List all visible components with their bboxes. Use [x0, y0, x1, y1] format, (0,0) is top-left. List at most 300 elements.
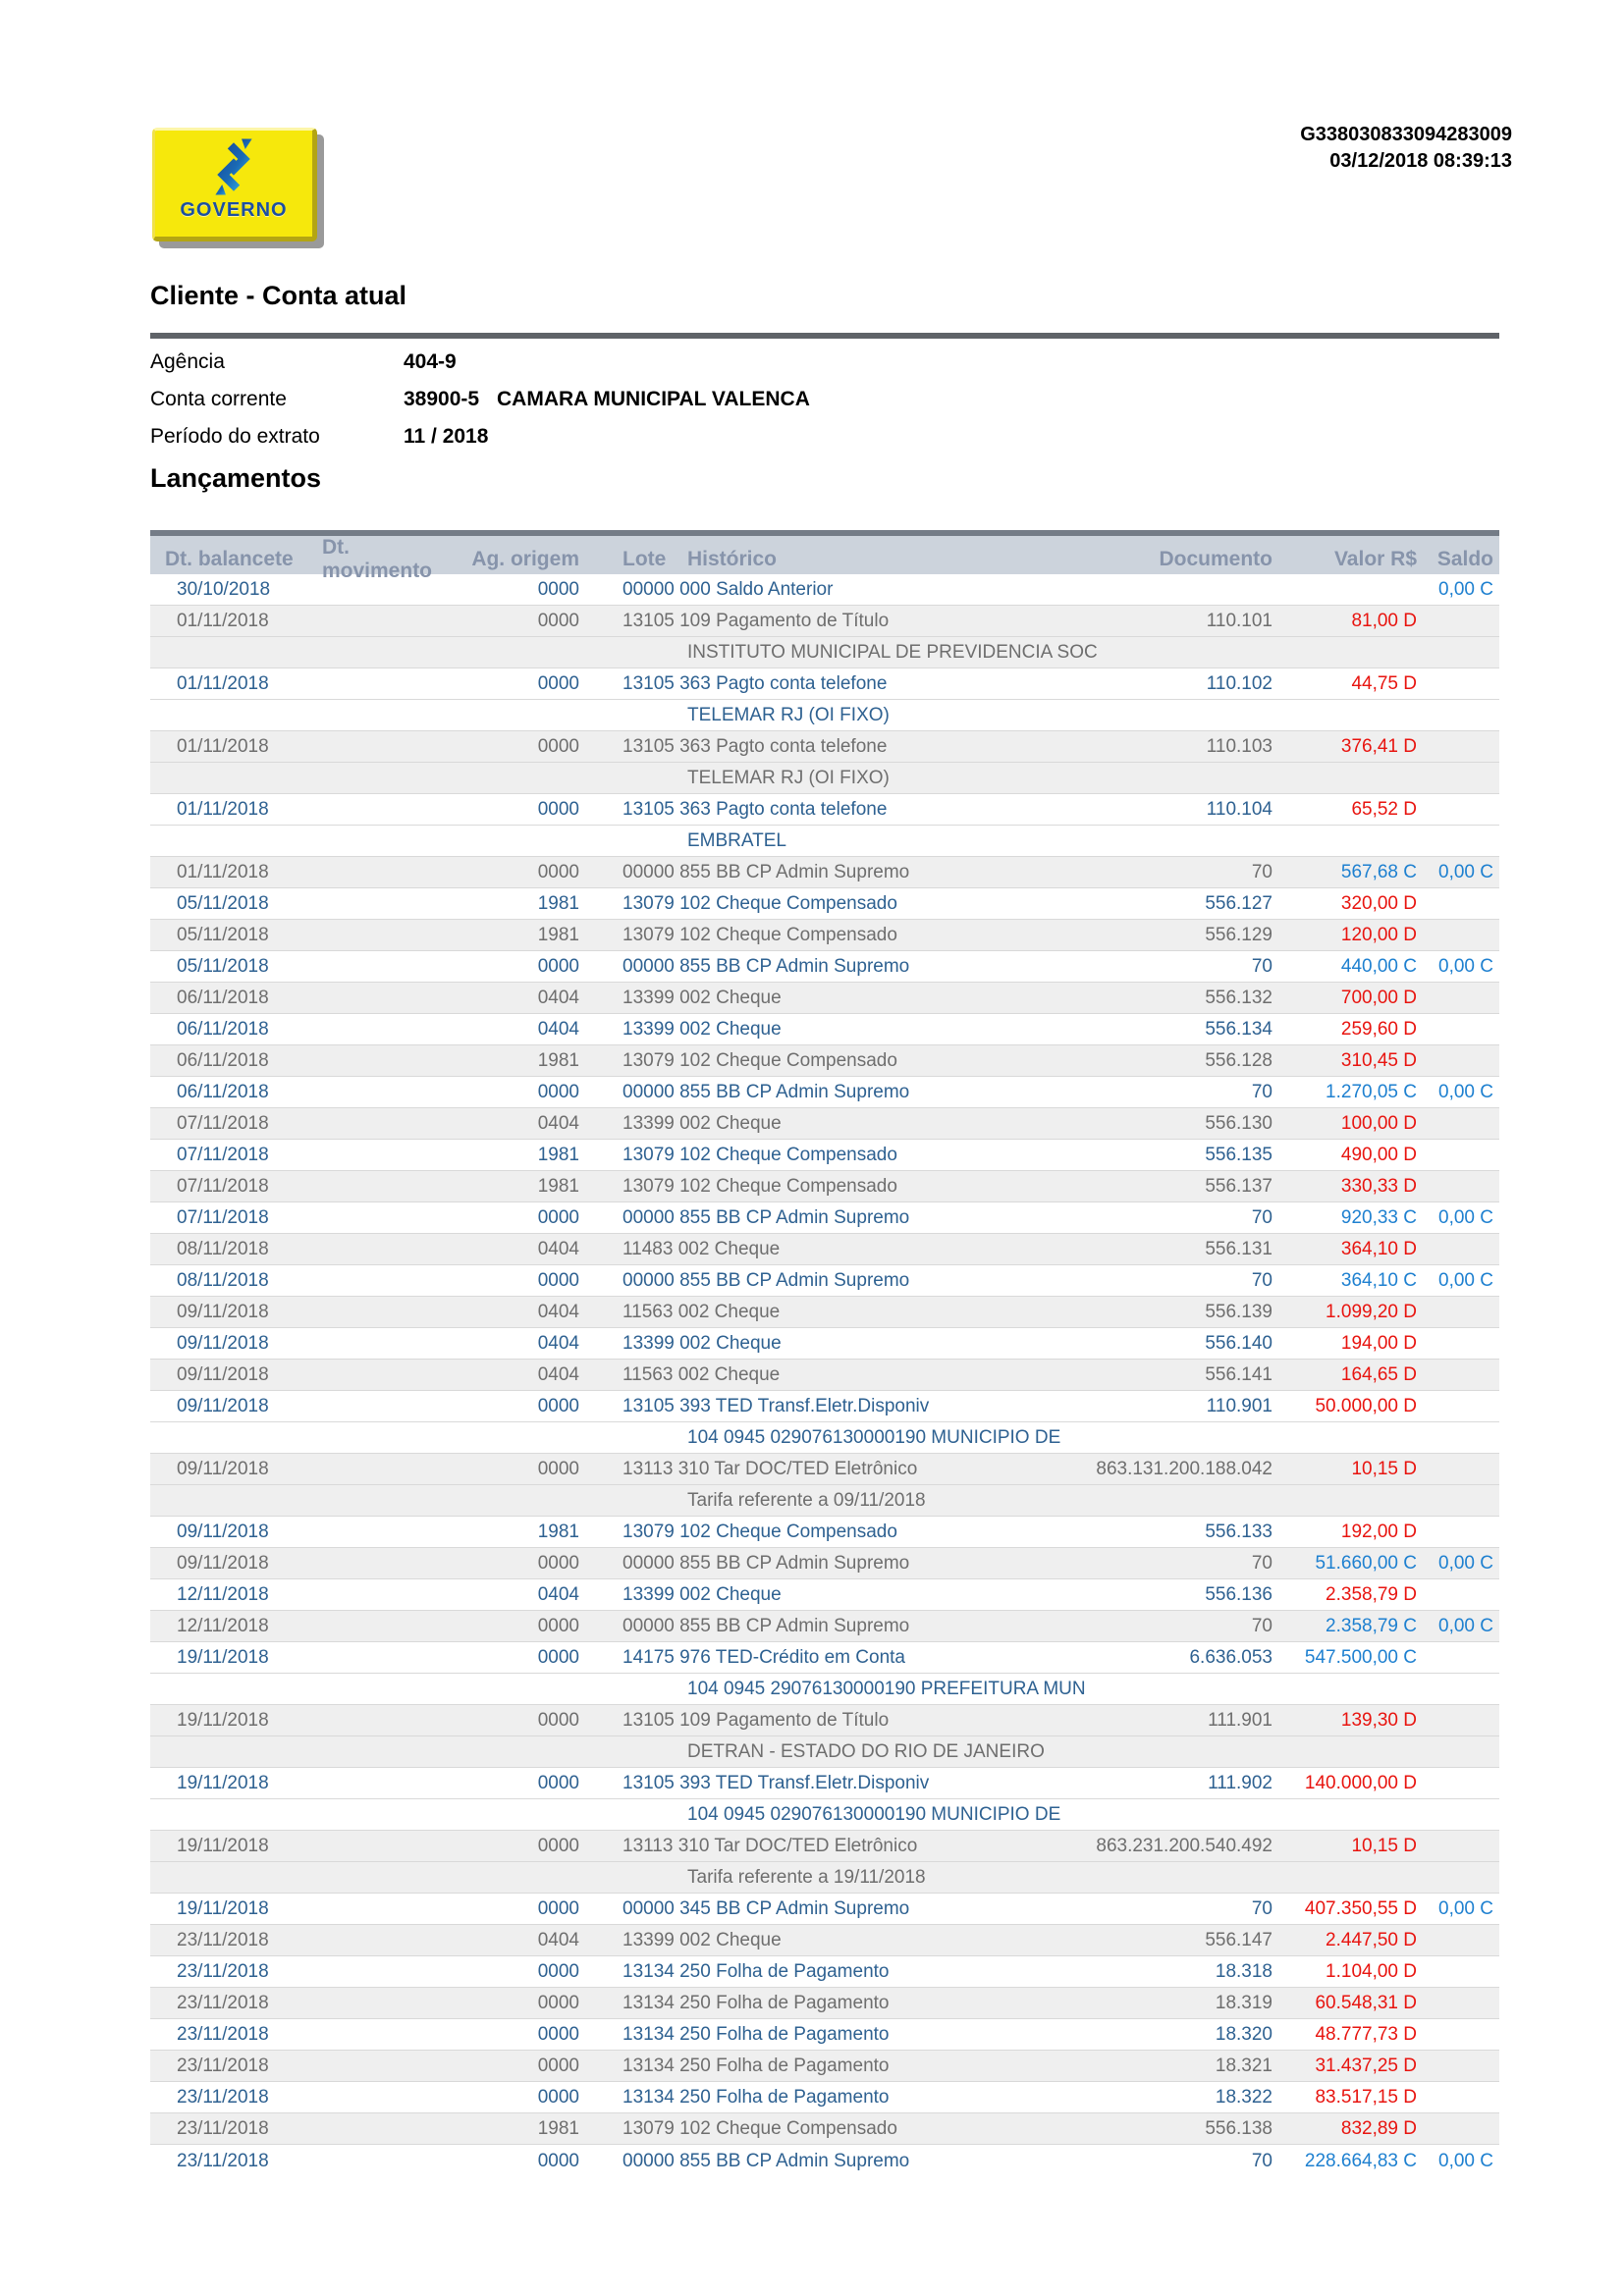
- cell-historico: 13079 102 Cheque Compensado: [623, 925, 897, 945]
- cell-ag-origem: 0000: [537, 956, 579, 977]
- cell-valor: 547.500,00 C: [1304, 1647, 1417, 1668]
- cell-ag-origem: 0404: [537, 1333, 579, 1354]
- bb-brand-icon: [201, 136, 266, 197]
- cell-date: 09/11/2018: [177, 1553, 269, 1574]
- banco-do-brasil-logo: [152, 128, 317, 241]
- cell-historico: 00000 345 BB CP Admin Supremo: [623, 1898, 910, 1919]
- cell-date: 01/11/2018: [177, 736, 269, 757]
- cell-documento: 556.132: [1205, 988, 1272, 1008]
- table-row-continuation: [150, 1674, 1499, 1705]
- cell-ag-origem: 1981: [537, 1176, 579, 1197]
- cell-continuation: Tarifa referente a 09/11/2018: [687, 1490, 926, 1511]
- cell-valor: 700,00 D: [1340, 988, 1417, 1008]
- table-row: [150, 1579, 1499, 1611]
- cell-date: 08/11/2018: [177, 1239, 269, 1259]
- cell-historico: 14175 976 TED-Crédito em Conta: [623, 1647, 905, 1668]
- cell-documento: 70: [1251, 1898, 1272, 1919]
- cell-documento: 556.130: [1205, 1113, 1272, 1134]
- cell-ag-origem: 0000: [537, 1773, 579, 1793]
- cell-valor: 376,41 D: [1340, 736, 1417, 757]
- cell-valor: 48.777,73 D: [1315, 2024, 1417, 2045]
- cell-ag-origem: 0000: [537, 736, 579, 757]
- cell-continuation: EMBRATEL: [687, 830, 787, 851]
- cell-documento: 110.101: [1206, 611, 1272, 631]
- cell-ag-origem: 0000: [537, 1898, 579, 1919]
- cell-date: 23/11/2018: [177, 2118, 269, 2139]
- cell-historico: 11563 002 Cheque: [623, 1302, 781, 1322]
- table-row: [150, 1077, 1499, 1108]
- account-row-conta: [150, 381, 810, 418]
- cell-continuation: Tarifa referente a 19/11/2018: [687, 1867, 926, 1888]
- cell-historico: 00000 855 BB CP Admin Supremo: [623, 2150, 910, 2171]
- cell-ag-origem: 1981: [537, 925, 579, 945]
- cell-ag-origem: 0000: [537, 673, 579, 694]
- cell-documento: 110.103: [1206, 736, 1272, 757]
- account-row-periodo: [150, 418, 810, 455]
- cell-ag-origem: 0000: [537, 862, 579, 882]
- cell-continuation: DETRAN - ESTADO DO RIO DE JANEIRO: [687, 1741, 1045, 1762]
- cell-date: 12/11/2018: [177, 1616, 269, 1636]
- cell-date: 09/11/2018: [177, 1396, 269, 1416]
- table-row: [150, 1548, 1499, 1579]
- cell-documento: 18.319: [1215, 1993, 1272, 2013]
- cell-valor: 164,65 D: [1340, 1364, 1417, 1385]
- cell-date: 23/11/2018: [177, 2024, 269, 2045]
- cell-historico: 13113 310 Tar DOC/TED Eletrônico: [623, 1459, 918, 1479]
- cell-documento: 556.133: [1205, 1522, 1272, 1542]
- print-code-block: [1300, 122, 1512, 175]
- cell-historico: 00000 855 BB CP Admin Supremo: [623, 1616, 910, 1636]
- cell-saldo: 0,00 C: [1438, 579, 1493, 600]
- cell-valor: 192,00 D: [1340, 1522, 1417, 1542]
- cell-date: 19/11/2018: [177, 1773, 269, 1793]
- cell-date: 05/11/2018: [177, 956, 269, 977]
- cell-historico: 13399 002 Cheque: [623, 1019, 782, 1040]
- table-row: [150, 1831, 1499, 1862]
- cell-ag-origem: 0404: [537, 988, 579, 1008]
- cell-ag-origem: 0404: [537, 1302, 579, 1322]
- cell-historico: 00000 000 Saldo Anterior: [623, 579, 834, 600]
- cell-documento: 863.231.200.540.492: [1096, 1836, 1272, 1856]
- cell-historico: 13113 310 Tar DOC/TED Eletrônico: [623, 1836, 918, 1856]
- cell-valor: 10,15 D: [1351, 1459, 1417, 1479]
- cell-valor: 259,60 D: [1340, 1019, 1417, 1040]
- table-row: [150, 1171, 1499, 1202]
- cell-ag-origem: 0404: [537, 1584, 579, 1605]
- cell-historico: 13105 363 Pagto conta telefone: [623, 736, 888, 757]
- cell-date: 09/11/2018: [177, 1333, 269, 1354]
- cell-historico: 00000 855 BB CP Admin Supremo: [623, 1553, 910, 1574]
- cell-ag-origem: 0000: [537, 611, 579, 631]
- account-info: [150, 344, 810, 455]
- cell-historico: 00000 855 BB CP Admin Supremo: [623, 956, 910, 977]
- table-row: [150, 1642, 1499, 1674]
- cell-date: 05/11/2018: [177, 925, 269, 945]
- cell-documento: 556.129: [1205, 925, 1272, 945]
- cell-continuation: INSTITUTO MUNICIPAL DE PREVIDENCIA SOC: [687, 642, 1098, 663]
- header-dt-balancete: Dt. balancete: [165, 548, 294, 570]
- cell-historico: 00000 855 BB CP Admin Supremo: [623, 862, 910, 882]
- cell-date: 01/11/2018: [177, 611, 269, 631]
- table-row-continuation: [150, 1799, 1499, 1831]
- cell-documento: 18.321: [1215, 2056, 1272, 2076]
- table-row: [150, 668, 1499, 700]
- cell-historico: 13399 002 Cheque: [623, 1333, 782, 1354]
- cell-date: 23/11/2018: [177, 2150, 269, 2171]
- cell-documento: 18.318: [1215, 1961, 1272, 1982]
- cell-ag-origem: 1981: [537, 1050, 579, 1071]
- cell-date: 23/11/2018: [177, 2087, 269, 2108]
- cell-historico: 13134 250 Folha de Pagamento: [623, 1993, 890, 2013]
- cell-ag-origem: 0404: [537, 1364, 579, 1385]
- header-ag-origem: Ag. origem: [471, 548, 579, 570]
- cell-documento: 6.636.053: [1189, 1647, 1272, 1668]
- cell-saldo: 0,00 C: [1438, 1616, 1493, 1636]
- table-row-continuation: [150, 1485, 1499, 1517]
- cell-valor: 2.447,50 D: [1326, 1930, 1417, 1950]
- lancamentos-title: Lançamentos: [150, 463, 322, 493]
- cell-continuation: TELEMAR RJ (OI FIXO): [687, 705, 890, 725]
- cell-historico: 00000 855 BB CP Admin Supremo: [623, 1082, 910, 1102]
- cell-historico: 00000 855 BB CP Admin Supremo: [623, 1270, 910, 1291]
- table-row: [150, 606, 1499, 637]
- cell-historico: 13134 250 Folha de Pagamento: [623, 2087, 890, 2108]
- cell-historico: 11483 002 Cheque: [623, 1239, 781, 1259]
- cell-historico: 13399 002 Cheque: [623, 1930, 782, 1950]
- header-valor: Valor R$: [1333, 548, 1417, 570]
- cell-documento: 556.134: [1205, 1019, 1272, 1040]
- table-row: [150, 857, 1499, 888]
- cell-ag-origem: 0000: [537, 1836, 579, 1856]
- cell-valor: 120,00 D: [1340, 925, 1417, 945]
- table-row: [150, 1705, 1499, 1736]
- cell-valor: 228.664,83 C: [1304, 2150, 1417, 2171]
- table-row: [150, 1611, 1499, 1642]
- cell-date: 23/11/2018: [177, 1930, 269, 1950]
- cell-date: 06/11/2018: [177, 988, 269, 1008]
- table-row: [150, 1328, 1499, 1360]
- cell-date: 06/11/2018: [177, 1050, 269, 1071]
- header-lote-historico: [579, 548, 1047, 571]
- cell-date: 07/11/2018: [177, 1176, 269, 1197]
- cell-documento: 556.136: [1205, 1584, 1272, 1605]
- table-row: [150, 1014, 1499, 1045]
- table-header: [150, 536, 1499, 582]
- table-row: [150, 1988, 1499, 2019]
- cell-documento: 70: [1251, 1207, 1272, 1228]
- cell-ag-origem: 0000: [537, 1993, 579, 2013]
- cell-valor: 10,15 D: [1351, 1836, 1417, 1856]
- cell-ag-origem: 0404: [537, 1113, 579, 1134]
- document-code: G338030833094283009: [1300, 124, 1512, 145]
- periodo-value: 11 / 2018: [404, 425, 489, 448]
- cell-valor: 65,52 D: [1351, 799, 1417, 820]
- cell-ag-origem: 0000: [537, 799, 579, 820]
- cell-ag-origem: 1981: [537, 2118, 579, 2139]
- cell-saldo: 0,00 C: [1438, 862, 1493, 882]
- cell-date: 08/11/2018: [177, 1270, 269, 1291]
- table-row: [150, 731, 1499, 763]
- cell-ag-origem: 0000: [537, 2024, 579, 2045]
- cell-saldo: 0,00 C: [1438, 1082, 1493, 1102]
- cell-date: 23/11/2018: [177, 1993, 269, 2013]
- cell-documento: 863.131.200.188.042: [1096, 1459, 1272, 1479]
- cell-ag-origem: 0000: [537, 1459, 579, 1479]
- cell-valor: 567,68 C: [1340, 862, 1417, 882]
- cell-ag-origem: 0000: [537, 2056, 579, 2076]
- table-row: [150, 1925, 1499, 1956]
- cell-ag-origem: 0000: [537, 1647, 579, 1668]
- cell-historico: 13105 109 Pagamento de Título: [623, 1710, 890, 1731]
- cell-documento: 70: [1251, 1553, 1272, 1574]
- table-row: [150, 1202, 1499, 1234]
- conta-value: 38900-5: [404, 388, 480, 410]
- cell-valor: 81,00 D: [1351, 611, 1417, 631]
- title-divider: [150, 333, 1499, 339]
- cell-valor: 440,00 C: [1340, 956, 1417, 977]
- table-row: [150, 920, 1499, 951]
- cell-documento: 70: [1251, 1270, 1272, 1291]
- cell-ag-origem: 1981: [537, 1145, 579, 1165]
- cell-valor: 139,30 D: [1340, 1710, 1417, 1731]
- cell-valor: 2.358,79 D: [1326, 1584, 1417, 1605]
- cell-date: 12/11/2018: [177, 1584, 269, 1605]
- header-lote: Lote: [623, 548, 667, 570]
- account-row-agencia: [150, 344, 810, 381]
- cell-date: 09/11/2018: [177, 1302, 269, 1322]
- cell-date: 07/11/2018: [177, 1207, 269, 1228]
- agencia-value: 404-9: [404, 350, 457, 373]
- print-timestamp: 03/12/2018 08:39:13: [1329, 150, 1512, 172]
- cell-ag-origem: 0000: [537, 1396, 579, 1416]
- agencia-label: Agência: [150, 350, 225, 373]
- cell-documento: 556.137: [1205, 1176, 1272, 1197]
- cell-documento: 70: [1251, 2150, 1272, 2171]
- cell-date: 06/11/2018: [177, 1082, 269, 1102]
- cell-valor: 364,10 D: [1340, 1239, 1417, 1259]
- header-historico: Histórico: [687, 548, 778, 570]
- table-row: [150, 2082, 1499, 2113]
- conta-label: Conta corrente: [150, 388, 287, 410]
- cell-documento: 70: [1251, 1082, 1272, 1102]
- cell-continuation: 104 0945 029076130000190 MUNICIPIO DE: [687, 1804, 1061, 1825]
- cell-documento: 556.138: [1205, 2118, 1272, 2139]
- cell-saldo: 0,00 C: [1438, 1207, 1493, 1228]
- table-row: [150, 951, 1499, 983]
- cell-saldo: 0,00 C: [1438, 956, 1493, 977]
- cell-valor: 51.660,00 C: [1315, 1553, 1417, 1574]
- cell-documento: 18.320: [1215, 2024, 1272, 2045]
- cell-documento: 111.901: [1208, 1710, 1272, 1731]
- cell-historico: 13105 393 TED Transf.Eletr.Disponiv: [623, 1773, 930, 1793]
- cell-historico: 13134 250 Folha de Pagamento: [623, 2056, 890, 2076]
- cell-saldo: 0,00 C: [1438, 1553, 1493, 1574]
- cell-documento: 556.147: [1205, 1930, 1272, 1950]
- cell-valor: 60.548,31 D: [1315, 1993, 1417, 2013]
- cell-valor: 1.104,00 D: [1326, 1961, 1417, 1982]
- cell-valor: 320,00 D: [1340, 893, 1417, 914]
- cell-date: 23/11/2018: [177, 1961, 269, 1982]
- cell-historico: 11563 002 Cheque: [623, 1364, 781, 1385]
- table-row-continuation: [150, 637, 1499, 668]
- cell-date: 01/11/2018: [177, 673, 269, 694]
- table-row: [150, 1108, 1499, 1140]
- cell-documento: 556.128: [1205, 1050, 1272, 1071]
- cell-ag-origem: 0000: [537, 2087, 579, 2108]
- cell-saldo: 0,00 C: [1438, 1898, 1493, 1919]
- cell-historico: 13399 002 Cheque: [623, 988, 782, 1008]
- table-row: [150, 888, 1499, 920]
- table-row: [150, 1517, 1499, 1548]
- table-row-continuation: [150, 700, 1499, 731]
- cell-date: 30/10/2018: [177, 579, 271, 600]
- cell-documento: 556.127: [1205, 893, 1272, 914]
- cell-ag-origem: 0404: [537, 1019, 579, 1040]
- cell-date: 09/11/2018: [177, 1459, 269, 1479]
- cell-documento: 556.135: [1205, 1145, 1272, 1165]
- cell-valor: 330,33 D: [1340, 1176, 1417, 1197]
- cell-valor: 920,33 C: [1340, 1207, 1417, 1228]
- cell-ag-origem: 0000: [537, 1553, 579, 1574]
- table-row-continuation: [150, 826, 1499, 857]
- cell-valor: 140.000,00 D: [1304, 1773, 1417, 1793]
- page-title: Cliente - Conta atual: [150, 281, 407, 310]
- cell-valor: 832,89 D: [1340, 2118, 1417, 2139]
- cell-date: 19/11/2018: [177, 1836, 269, 1856]
- periodo-label: Período do extrato: [150, 425, 320, 448]
- table-row: [150, 1265, 1499, 1297]
- cell-historico: 13105 109 Pagamento de Título: [623, 611, 890, 631]
- cell-valor: 44,75 D: [1351, 673, 1417, 694]
- table-row: [150, 1360, 1499, 1391]
- cell-valor: 310,45 D: [1340, 1050, 1417, 1071]
- cell-valor: 100,00 D: [1340, 1113, 1417, 1134]
- header-documento: Documento: [1159, 548, 1272, 570]
- header-dt-movimento: Dt. movimento: [322, 536, 433, 582]
- cell-ag-origem: 0000: [537, 2150, 579, 2171]
- cell-ag-origem: 0404: [537, 1930, 579, 1950]
- table-row: [150, 2145, 1499, 2176]
- cell-historico: 13399 002 Cheque: [623, 1584, 782, 1605]
- table-row: [150, 1894, 1499, 1925]
- cell-valor: 407.350,55 D: [1304, 1898, 1417, 1919]
- table-row: [150, 1454, 1499, 1485]
- cell-ag-origem: 0000: [537, 1710, 579, 1731]
- cell-documento: 556.131: [1205, 1239, 1272, 1259]
- table-row: [150, 2051, 1499, 2082]
- cell-documento: 556.139: [1205, 1302, 1272, 1322]
- cell-historico: 13079 102 Cheque Compensado: [623, 1050, 897, 1071]
- cell-historico: 13105 363 Pagto conta telefone: [623, 799, 888, 820]
- header-saldo: Saldo: [1436, 548, 1493, 570]
- cell-ag-origem: 1981: [537, 1522, 579, 1542]
- cell-valor: 490,00 D: [1340, 1145, 1417, 1165]
- cell-ag-origem: 0000: [537, 1961, 579, 1982]
- table-row-continuation: [150, 1736, 1499, 1768]
- cell-historico: 13079 102 Cheque Compensado: [623, 893, 897, 914]
- cell-historico: 13079 102 Cheque Compensado: [623, 1522, 897, 1542]
- cell-date: 06/11/2018: [177, 1019, 269, 1040]
- table-row: [150, 794, 1499, 826]
- cell-ag-origem: 0000: [537, 579, 579, 600]
- table-row: [150, 2019, 1499, 2051]
- cell-ag-origem: 0404: [537, 1239, 579, 1259]
- cell-historico: 13134 250 Folha de Pagamento: [623, 2024, 890, 2045]
- cell-valor: 364,10 C: [1340, 1270, 1417, 1291]
- cell-date: 05/11/2018: [177, 893, 269, 914]
- table-row: [150, 1045, 1499, 1077]
- table-row: [150, 983, 1499, 1014]
- cell-valor: 1.099,20 D: [1326, 1302, 1417, 1322]
- cell-date: 23/11/2018: [177, 2056, 269, 2076]
- table-row-continuation: [150, 1862, 1499, 1894]
- cell-documento: 110.104: [1206, 799, 1272, 820]
- cell-continuation: 104 0945 029076130000190 MUNICIPIO DE: [687, 1427, 1061, 1448]
- cell-continuation: 104 0945 29076130000190 PREFEITURA MUN: [687, 1679, 1086, 1699]
- cell-date: 19/11/2018: [177, 1647, 269, 1668]
- cell-date: 19/11/2018: [177, 1898, 269, 1919]
- cell-saldo: 0,00 C: [1438, 1270, 1493, 1291]
- cell-documento: 18.322: [1215, 2087, 1272, 2108]
- cell-documento: 556.141: [1205, 1364, 1272, 1385]
- cell-historico: 13134 250 Folha de Pagamento: [623, 1961, 890, 1982]
- cell-valor: 83.517,15 D: [1315, 2087, 1417, 2108]
- table-row: [150, 1768, 1499, 1799]
- table-row: [150, 1234, 1499, 1265]
- cell-ag-origem: 0000: [537, 1207, 579, 1228]
- cell-historico: 13105 363 Pagto conta telefone: [623, 673, 888, 694]
- cell-valor: 31.437,25 D: [1315, 2056, 1417, 2076]
- cell-continuation: TELEMAR RJ (OI FIXO): [687, 768, 890, 788]
- cell-date: 01/11/2018: [177, 799, 269, 820]
- cell-historico: 13105 393 TED Transf.Eletr.Disponiv: [623, 1396, 930, 1416]
- statement-rows: [150, 574, 1499, 2176]
- cell-date: 07/11/2018: [177, 1113, 269, 1134]
- cell-documento: 111.902: [1208, 1773, 1272, 1793]
- cell-documento: 70: [1251, 862, 1272, 882]
- table-row: [150, 1140, 1499, 1171]
- table-row: [150, 1391, 1499, 1422]
- cell-ag-origem: 0000: [537, 1082, 579, 1102]
- cell-date: 09/11/2018: [177, 1364, 269, 1385]
- cell-historico: 00000 855 BB CP Admin Supremo: [623, 1207, 910, 1228]
- table-row-continuation: [150, 1422, 1499, 1454]
- cell-ag-origem: 0000: [537, 1270, 579, 1291]
- table-row: [150, 1956, 1499, 1988]
- cell-historico: 13079 102 Cheque Compensado: [623, 1145, 897, 1165]
- cell-documento: 70: [1251, 1616, 1272, 1636]
- cell-ag-origem: 1981: [537, 893, 579, 914]
- cell-valor: 2.358,79 C: [1326, 1616, 1417, 1636]
- table-row: [150, 1297, 1499, 1328]
- cell-date: 19/11/2018: [177, 1710, 269, 1731]
- cell-historico: 13079 102 Cheque Compensado: [623, 1176, 897, 1197]
- cell-documento: 556.140: [1205, 1333, 1272, 1354]
- cell-valor: 50.000,00 D: [1315, 1396, 1417, 1416]
- cell-documento: 70: [1251, 956, 1272, 977]
- logo-governo-label: GOVERNO: [180, 199, 288, 221]
- cell-documento: 110.102: [1206, 673, 1272, 694]
- cell-date: 01/11/2018: [177, 862, 269, 882]
- table-row-continuation: [150, 763, 1499, 794]
- cell-historico: 13399 002 Cheque: [623, 1113, 782, 1134]
- cell-valor: 194,00 D: [1340, 1333, 1417, 1354]
- cell-historico: 13079 102 Cheque Compensado: [623, 2118, 897, 2139]
- cell-valor: 1.270,05 C: [1326, 1082, 1417, 1102]
- statement-table: [150, 530, 1499, 2176]
- cell-documento: 110.901: [1206, 1396, 1272, 1416]
- cell-ag-origem: 0000: [537, 1616, 579, 1636]
